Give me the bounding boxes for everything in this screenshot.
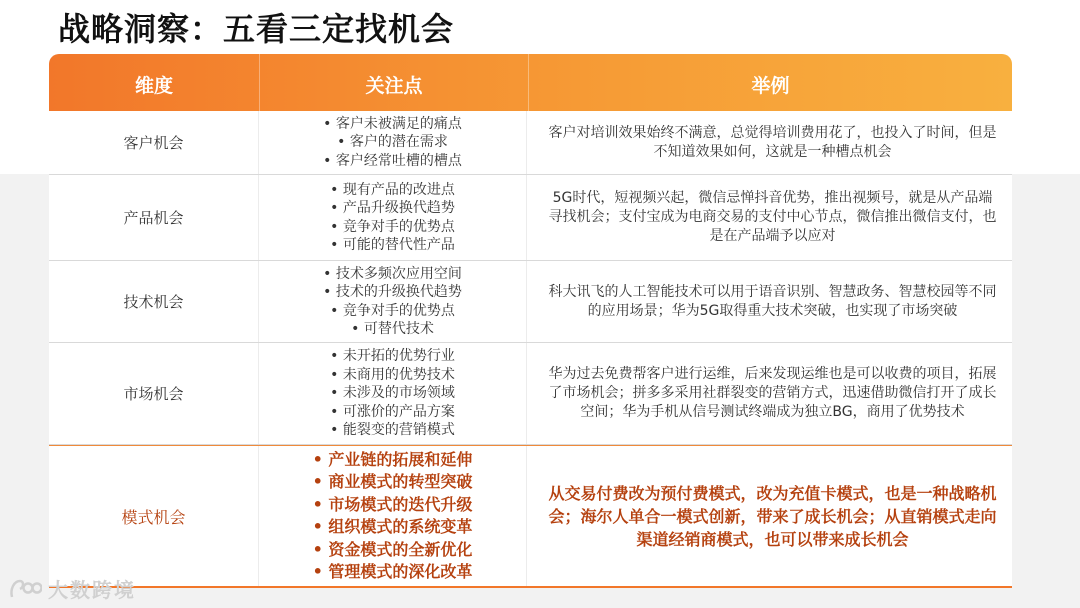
focus-list [330,347,455,440]
focus-cell [259,343,527,444]
list-item: • 商业模式的转型突破 [313,471,473,494]
table-row [49,343,1012,445]
list-item: • 市场模式的迭代升级 [313,494,473,517]
list-item: • 产业链的拓展和延伸 [313,449,473,472]
example-text: 华为过去免费帮客户进行运维，后来发现运维也是可以收费的项目，拓展了市场机会；拼多多采用社群裂变的营销方式，迅速借助微信打开了成长空间；华为手机从信号测试终端成为独立BG，商用了优势技术 [548,366,997,420]
example-text: 从交易付费改为预付费模式，改为充值卡模式，也是一种战略机会；海尔人单合一模式创新，带来了成长机会；从直销模式走向渠道经销商模式，也可以带来成长机会 [548,483,997,549]
focus-list [330,181,455,255]
focus-list [323,265,462,339]
list-item: • 未商用的优势技术 [330,366,455,385]
watermark [8,574,136,603]
list-item: • 现有产品的改进点 [330,181,455,200]
focus-list [323,115,462,171]
dimension-cell: 市场机会 [49,343,259,444]
table-row-highlighted [49,445,1012,588]
header-dimension: 维度 [49,54,260,111]
example-cell [527,111,1012,174]
focus-cell [259,261,527,342]
list-item: • 客户未被满足的痛点 [323,115,462,134]
list-item: • 可涨价的产品方案 [330,403,455,422]
list-item: • 资金模式的全新优化 [313,539,473,562]
example-text: 科大讯飞的人工智能技术可以用于语音识别、智慧政务、智慧校园等不同的应用场景；华为5G取得重大技术突破，也实现了市场突破 [548,283,997,319]
list-item: • 管理模式的深化改革 [313,561,473,584]
page-title: 战略洞察：五看三定找机会 [58,10,455,48]
header-focus: 关注点 [260,54,529,111]
table-header [49,54,1012,111]
list-item: • 竞争对手的优势点 [323,302,462,321]
list-item: • 能裂变的营销模式 [330,421,455,440]
focus-cell [259,446,527,586]
example-cell [527,446,1012,586]
watermark-logo-icon [8,577,42,601]
list-item: • 组织模式的系统变革 [313,516,473,539]
example-text: 5G时代，短视频兴起，微信忌惮抖音优势，推出视频号，就是从产品端寻找机会；支付宝成为电商交易的支付中心节点，微信推出微信支付，也是在产品端予以应对 [548,190,997,244]
watermark-text: 大数跨境 [48,578,136,602]
dimension-cell: 模式机会 [49,446,259,586]
example-cell [527,343,1012,444]
list-item: • 产品升级换代趋势 [330,199,455,218]
focus-cell [259,111,527,174]
example-cell [527,261,1012,342]
list-item: • 可能的替代性产品 [330,236,455,255]
table-row [49,261,1012,343]
dimension-cell: 技术机会 [49,261,259,342]
dimension-cell: 产品机会 [49,175,259,260]
header-example: 举例 [751,75,790,97]
list-item: • 竞争对手的优势点 [330,218,455,237]
list-item: • 技术多频次应用空间 [323,265,462,284]
example-text: 客户对培训效果始终不满意，总觉得培训费用花了，也投入了时间，但是不知道效果如何，这就是一种槽点机会 [548,124,997,160]
list-item: • 客户的潜在需求 [323,133,462,152]
table-row [49,175,1012,261]
table-row [49,111,1012,175]
example-cell [527,175,1012,260]
list-item: • 未开拓的优势行业 [330,347,455,366]
list-item: • 可替代技术 [323,320,462,339]
dimension-cell: 客户机会 [49,111,259,174]
list-item: • 客户经常吐槽的槽点 [323,152,462,171]
list-item: • 技术的升级换代趋势 [323,283,462,302]
list-item: • 未涉及的市场领域 [330,384,455,403]
opportunity-table [49,54,1012,588]
focus-list [313,449,473,584]
focus-cell [259,175,527,260]
